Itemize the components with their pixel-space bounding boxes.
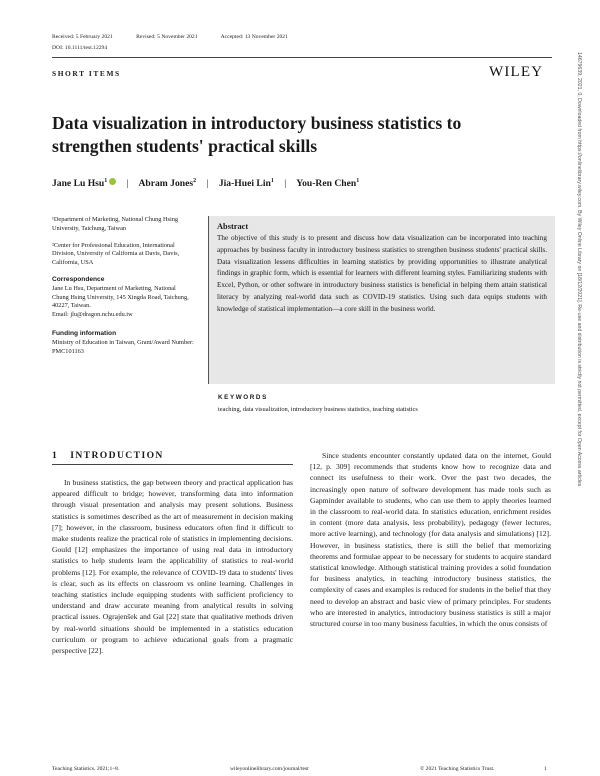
keywords-heading: KEYWORDS <box>218 394 268 401</box>
funding-text: Ministry of Education in Taiwan, Grant/Award Number: PMC101163 <box>52 338 194 355</box>
correspondence-heading: Correspondence <box>52 275 105 283</box>
correspondence-email[interactable]: Email: jlu@dragon.nchu.edu.tw <box>52 311 133 319</box>
footer-url[interactable]: wileyonlinelibrary.com/journal/test <box>230 766 309 772</box>
abstract-text: The objective of this study is to present and discuss how data visualization can be incorporated into teaching approaches by business faculty in introductory business statistics to strengthen business students' practical skills. Data visualization lessens difficulties in learning statistics by providing opportunities to illustrate analytical findings in graphic form, which is essential for learners with different learning styles. Familiarizing students with Excel, Python, or other software in introductory business statistics is beneficial in helping them attain statistical literacy by analyzing real-world data such as COVID-19 statistics. Using such data equips students with knowledge of statistical implementation—a core skill in the business world. <box>217 234 547 313</box>
author-affiliation-mark: 2 <box>193 178 197 184</box>
body-column-left <box>52 477 293 656</box>
footer-journal: Teaching Statistics. 2021;1–8. <box>52 766 120 772</box>
affiliation: ²Center for Professional Education, International Division, University of California at Davis, Davis, California, USA <box>52 241 180 267</box>
revised-date: Revised: 5 November 2021 <box>136 34 198 40</box>
section-divider <box>52 464 293 465</box>
page-number: 1 <box>544 766 547 772</box>
author-name[interactable]: Jane Lu Hsu <box>52 178 105 190</box>
affiliation: ¹Department of Marketing, National Chung Hsing University, Taichung, Taiwan <box>52 216 179 232</box>
correspondence-text: Jane Lu Hsu, Department of Marketing, National Chung Hsing University, 145 Xingda Road, Taichung, 40227, Taiwan. <box>52 284 189 310</box>
body-column-right <box>310 450 551 629</box>
accepted-date: Accepted: 13 November 2021 <box>220 34 288 40</box>
author-separator: | <box>206 178 209 190</box>
keywords-text: teaching, data visualization, introductory business statistics, teaching statistics <box>218 406 418 413</box>
author-separator: | <box>126 178 129 190</box>
author-name[interactable]: You-Ren Chen <box>296 178 357 190</box>
author-affiliation-mark: 1 <box>270 178 274 184</box>
download-notice-strip <box>572 52 586 692</box>
article-title: Data visualization in introductory business statistics to strengthen students' practical skills <box>52 113 462 156</box>
download-notice: 14679639, 2021, 0, Downloaded from https://onlinelibrary.wiley.com. By Wiley Online Library on [18/12/2021]. Re-use and distribution is strictly not permitted, except for Open Access articles <box>576 52 582 487</box>
author-list <box>52 178 359 189</box>
publisher-logo: WILEY <box>489 64 544 80</box>
received-date: Received: 5 February 2021 <box>52 34 113 40</box>
abstract-box <box>208 216 555 384</box>
introduction-heading <box>52 450 164 461</box>
author-separator: | <box>284 178 287 190</box>
header-divider <box>52 57 552 58</box>
footer-copyright: © 2021 Teaching Statistics Trust. <box>420 766 495 772</box>
author-name[interactable]: Abram Jones <box>138 178 194 190</box>
article-dates <box>52 34 310 40</box>
abstract-heading: Abstract <box>217 222 249 231</box>
author-name[interactable]: Jia-Huei Lin <box>218 178 271 190</box>
section-title: INTRODUCTION <box>70 450 164 461</box>
author-affiliation-mark: 1 <box>356 178 360 184</box>
section-number: 1 <box>52 450 59 461</box>
body-paragraph: In business statistics, the gap between theory and practical application has appeared difficult to bridge; however, transforming data into information through visual presentation and analysis may present solutions. Business statistics is sometimes described as the art of measurement in decision making [7]; however, in the classroom, business educators often find it difficult to make students realize the practical role of statistics in implementing decisions. Gould [12] emphasizes the importance of using real data in introductory statistics to help students learn the applicability of statistics to real-world problems [12]. For example, the relevance of COVID-19 data to students' lives is clear, such as its effects on classroom vs online learning. Challenges in teaching statistics include equipping students with sufficient proficiency to understand and draw accurate meaning from analytical results in solving practical issues. Ograjenšek and Gal [22] state that qualitative methods driven by real-world situations should be implemented in a statistics education curriculum or program to achieve educational goals from a pragmatic perspective [22]. <box>52 478 293 656</box>
funding-heading: Funding information <box>52 329 117 337</box>
doi-link[interactable]: DOI: 10.1111/test.12294 <box>52 45 108 51</box>
author-affiliation-mark: 1 <box>104 178 108 184</box>
author-info-column <box>52 216 194 356</box>
body-paragraph: Since students encounter constantly updated data on the internet, Gould [12, p. 309] recommends that students know how to recognize data and connect its usefulness to their work. Over the past two decades, the increasingly open nature of software development has made tools such as Gapminder available to students, who can use them to apply theories learned in the classroom to real-world data. In statistics education, enrichment resides in content (more data analysis, less probability), pedagogy (fewer lectures, more active learning), and technology (for data analysis and simulations) [12]. However, in business statistics, there is still the belief that memorizing theorems and formulae appear to be necessary for students to acquire standard statistical knowledge. Although statistical training provides a solid foundation for business analytics, in teaching introductory business statistics, the complexity of cases and examples is reduced for students in the belief that they need to develop an abstract and basic view of primary principles. For students who are interested in analytics, introductory business statistics is still a major structured course in too many business faculties, in which the onus consists of <box>310 451 551 629</box>
orcid-icon[interactable] <box>109 178 116 185</box>
section-label: SHORT ITEMS <box>52 69 121 78</box>
